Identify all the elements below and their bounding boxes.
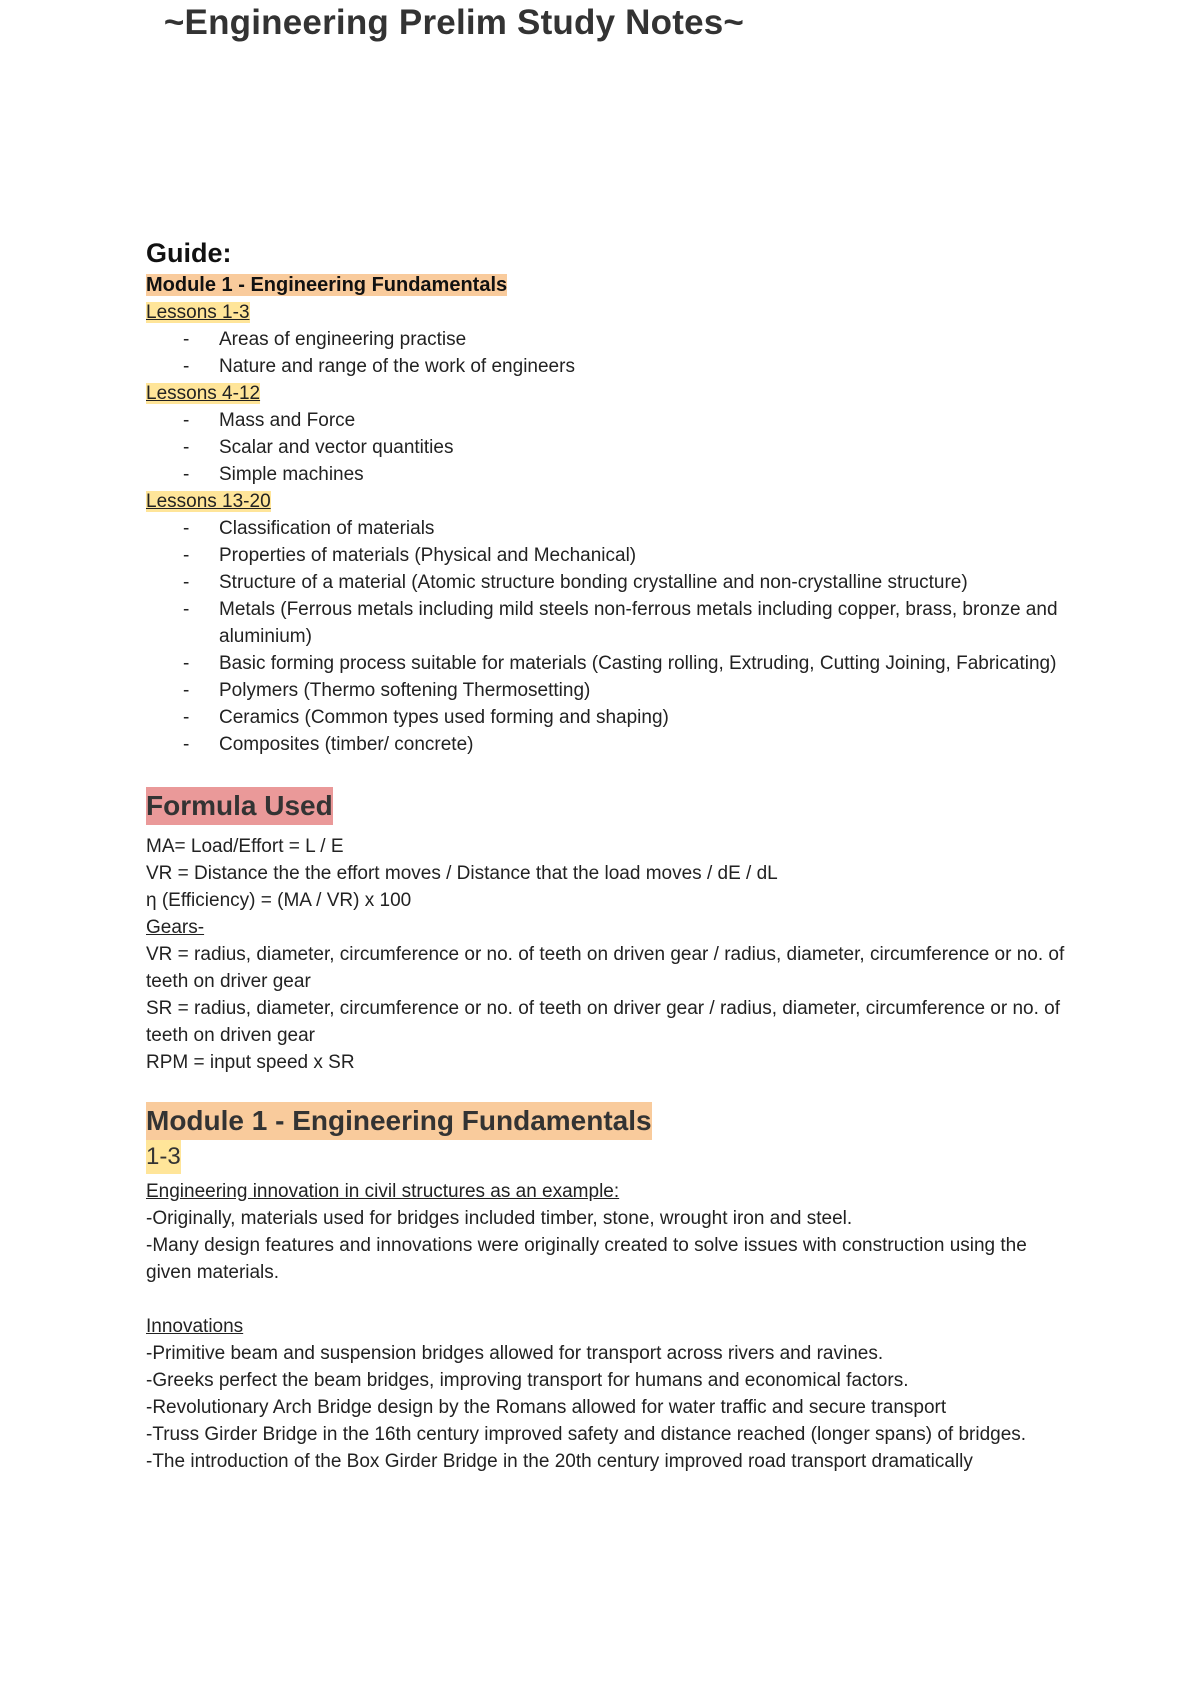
list-item: - Nature and range of the work of engineers — [183, 356, 575, 377]
paragraph-line: -Greeks perfect the beam bridges, improving transport for humans and economical factors. — [146, 1370, 909, 1391]
gears-label: Gears- — [146, 917, 205, 938]
list-item: - Ceramics (Common types used forming and shaping) — [183, 707, 669, 728]
formula-heading: Formula Used — [146, 787, 333, 825]
module-heading: Module 1 - Engineering Fundamentals — [146, 1102, 652, 1140]
list-item: - Structure of a material (Atomic structure bonding crystalline and non-crystalline structure) — [183, 572, 968, 593]
list-item: - Composites (timber/ concrete) — [183, 734, 474, 755]
list-item: - Classification of materials — [183, 518, 435, 539]
list-item: - Metals (Ferrous metals including mild steels non-ferrous metals including copper, brass, bronze and aluminium) — [183, 599, 1058, 647]
lessons-13-20-list — [146, 515, 1066, 758]
paragraph-line: -Originally, materials used for bridges included timber, stone, wrought iron and steel. — [146, 1208, 853, 1229]
lessons-1-3-label: Lessons 1-3 — [146, 302, 250, 323]
gears-vr-line: VR = radius, diameter, circumference or no. of teeth on driven gear / radius, diameter, circumference or no. of teeth on driver gear — [146, 944, 1065, 992]
formula-line: VR = Distance the the effort moves / Distance that the load moves / dE / dL — [146, 863, 778, 884]
paragraph-line: -The introduction of the Box Girder Bridge in the 20th century improved road transport dramatically — [146, 1451, 973, 1472]
list-item: - Basic forming process suitable for materials (Casting rolling, Extruding, Cutting Joining, Fabricating) — [183, 653, 1057, 674]
lessons-4-12-list — [146, 407, 1066, 488]
lessons-4-12-label: Lessons 4-12 — [146, 383, 261, 404]
module-subheading: 1-3 — [146, 1140, 181, 1174]
paragraph-line: -Primitive beam and suspension bridges allowed for transport across rivers and ravines. — [146, 1343, 884, 1364]
list-item: - Polymers (Thermo softening Thermosetting) — [183, 680, 591, 701]
lessons-1-3-list — [146, 326, 1066, 380]
list-item: - Mass and Force — [183, 410, 356, 431]
list-item: - Scalar and vector quantities — [183, 437, 454, 458]
document-body — [146, 236, 1066, 1475]
guide-module-label: Module 1 - Engineering Fundamentals — [146, 274, 508, 296]
formula-line: η (Efficiency) = (MA / VR) x 100 — [146, 890, 412, 911]
lessons-13-20-label: Lessons 13-20 — [146, 491, 271, 512]
gears-sr-line: SR = radius, diameter, circumference or no. of teeth on driver gear / radius, diameter, circumference or no. of teeth on driven gear — [146, 998, 1061, 1046]
formula-line: MA= Load/Effort = L / E — [146, 836, 344, 857]
list-item: - Properties of materials (Physical and Mechanical) — [183, 545, 637, 566]
gears-rpm-line: RPM = input speed x SR — [146, 1052, 355, 1073]
intro-label: Engineering innovation in civil structures as an example: — [146, 1181, 620, 1202]
innovations-label: Innovations — [146, 1316, 244, 1337]
guide-heading: Guide: — [146, 238, 232, 268]
paragraph-line: -Truss Girder Bridge in the 16th century improved safety and distance reached (longer spans) of bridges. — [146, 1424, 1027, 1445]
page-title: ~Engineering Prelim Study Notes~ — [163, 3, 745, 42]
paragraph-line: -Many design features and innovations were originally created to solve issues with construction using the given materials. — [146, 1235, 1027, 1283]
paragraph-line: -Revolutionary Arch Bridge design by the Romans allowed for water traffic and secure transport — [146, 1397, 947, 1418]
list-item: - Simple machines — [183, 464, 364, 485]
list-item: - Areas of engineering practise — [183, 329, 467, 350]
